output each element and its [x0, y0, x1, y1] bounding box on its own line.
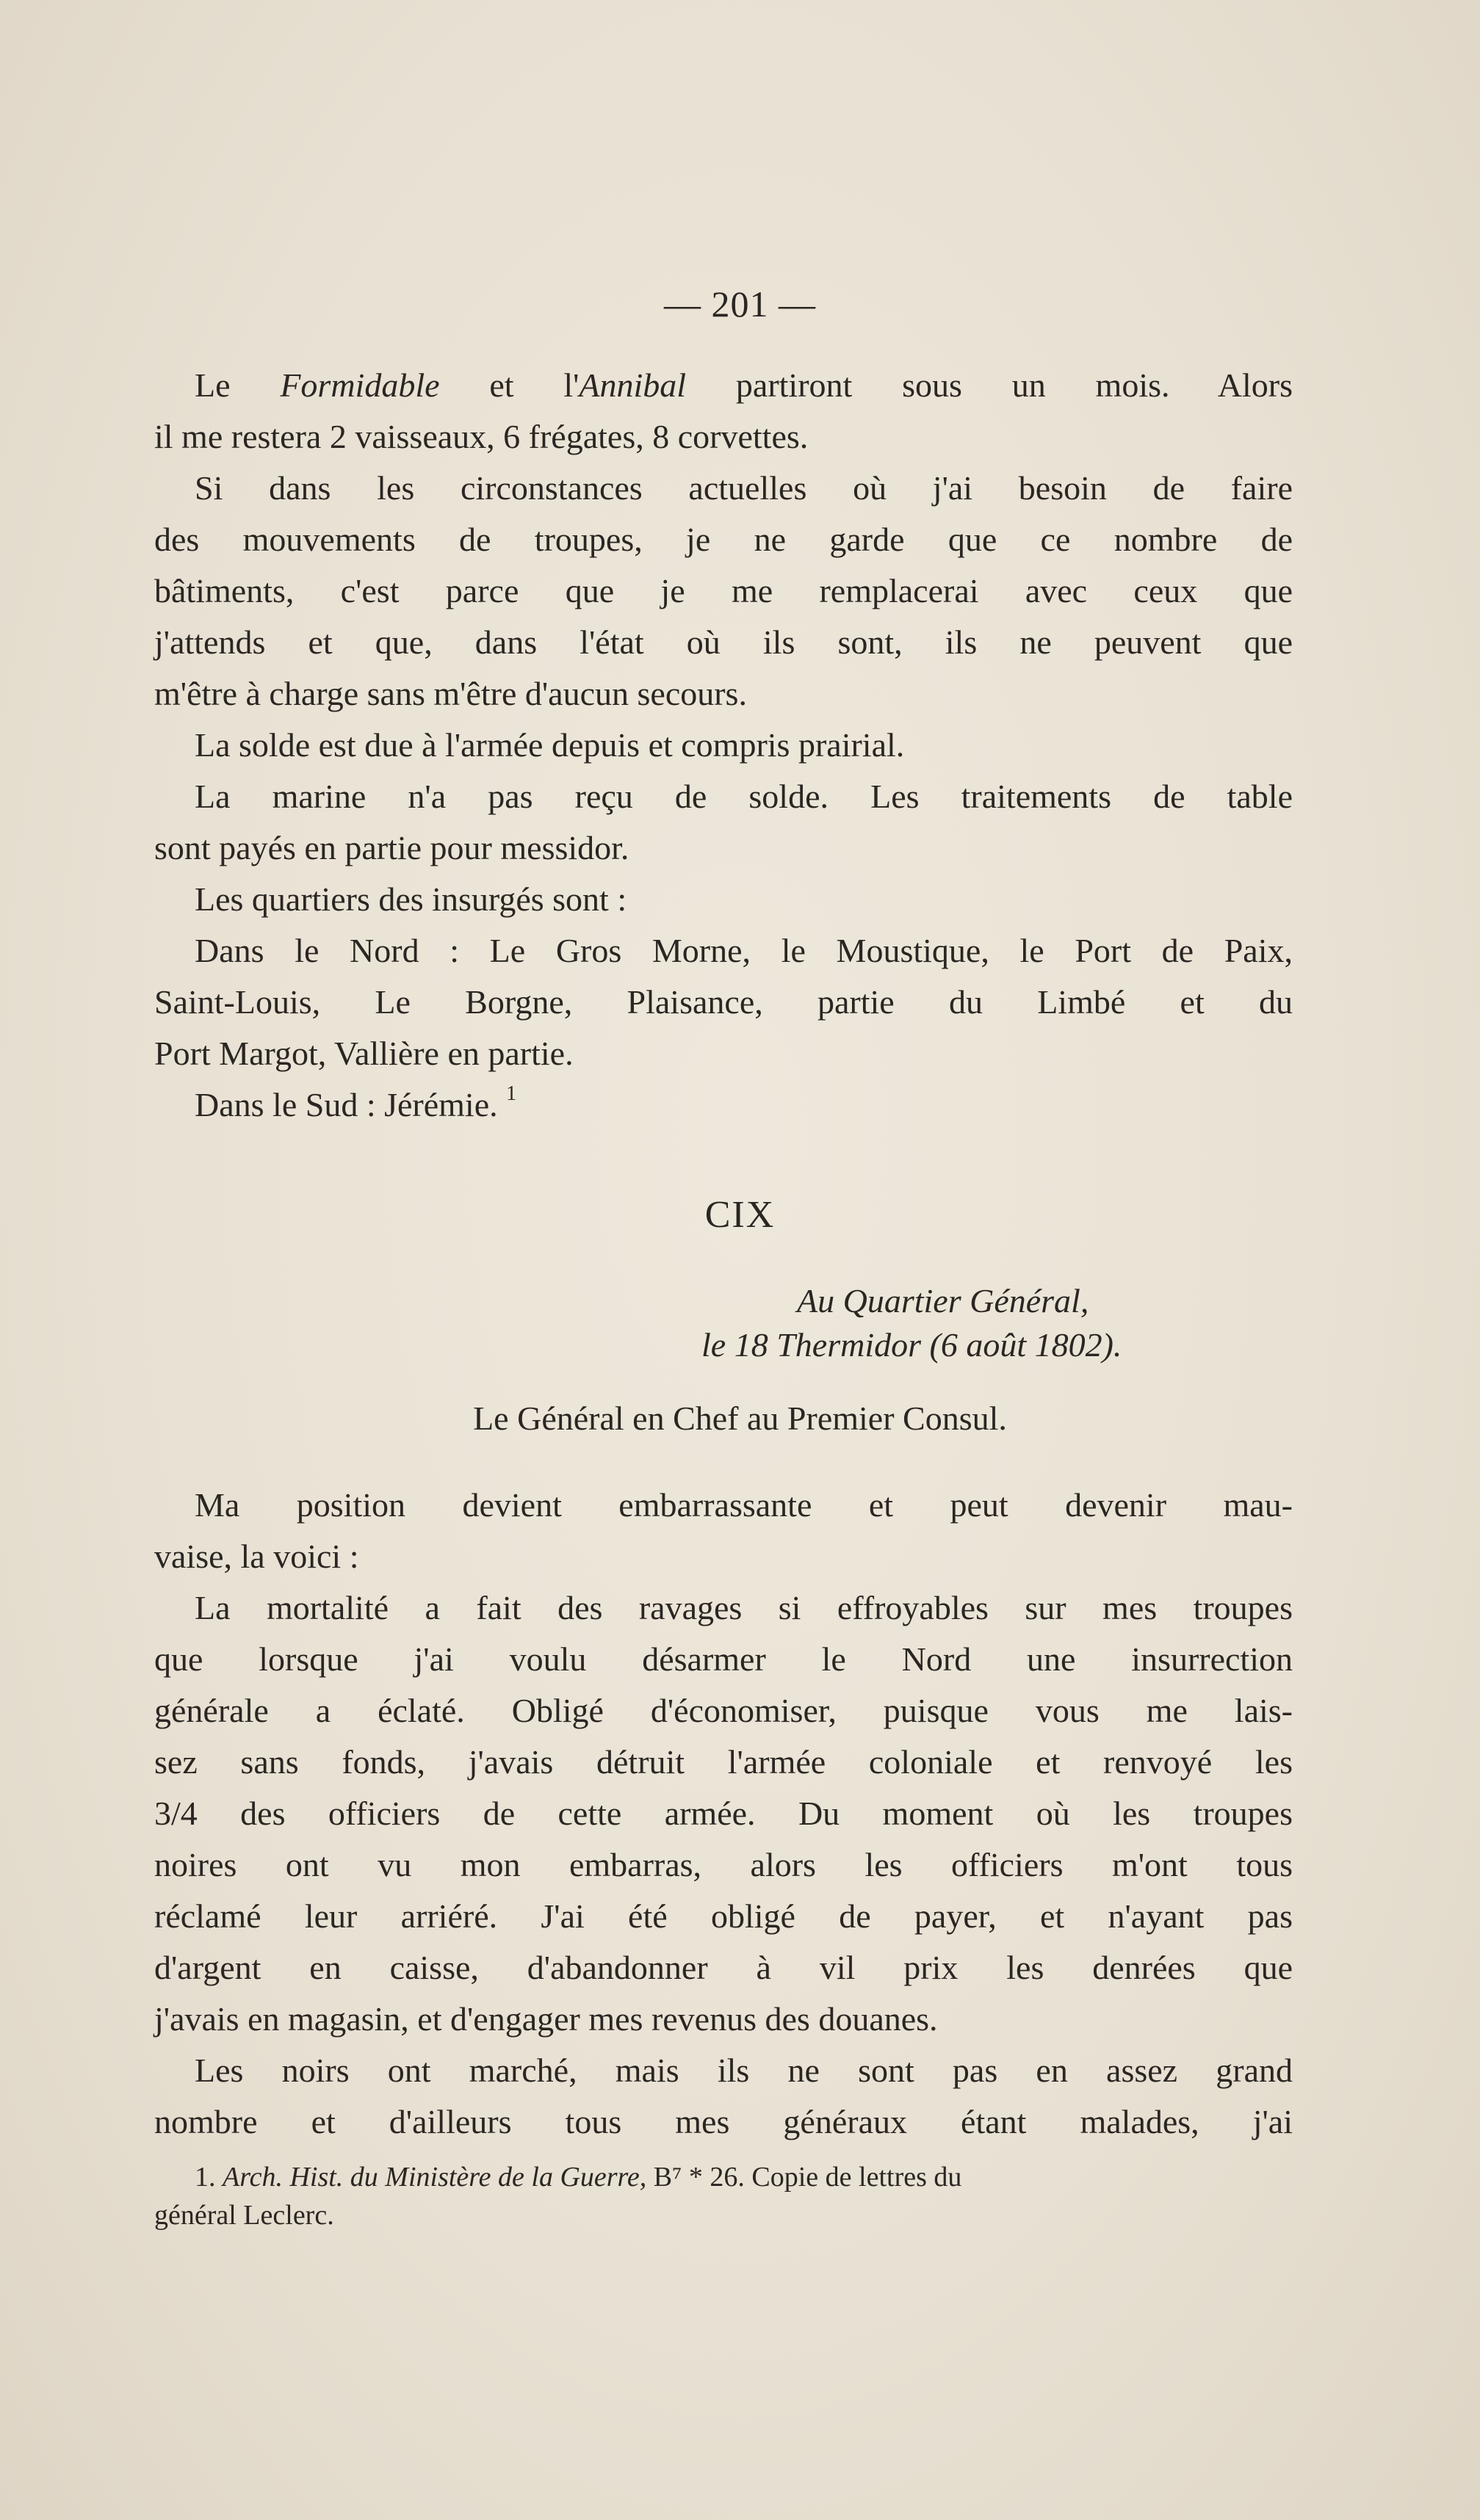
text-fragment: La mortalité a fait des ravages si effroyables sur mes troupes — [195, 1589, 1293, 1626]
text-fragment: il me restera 2 vaisseaux, 6 frégates, 8 corvettes. — [154, 418, 809, 455]
text-fragment: La solde est due à l'armée depuis et compris prairial. — [195, 726, 905, 764]
text-fragment: réclamé leur arriéré. J'ai été obligé de payer, et n'ayant pas — [154, 1897, 1293, 1935]
text-fragment: sont payés en partie pour messidor. — [154, 829, 629, 866]
text-line — [154, 1737, 1293, 1788]
text-line — [154, 411, 1293, 463]
text-line — [154, 565, 1293, 617]
letter-place: Au Quartier Général, — [797, 1282, 1089, 1319]
text-line — [154, 1891, 1293, 1942]
ship-name-annibal: Annibal — [579, 366, 687, 404]
text-line — [154, 514, 1293, 565]
text-fragment: Ma position devient embarrassante et peut devenir mau- — [195, 1486, 1293, 1524]
page-number: — 201 — — [664, 283, 816, 325]
text-fragment: d'argent en caisse, d'abandonner à vil prix les denrées que — [154, 1949, 1293, 1986]
text-line — [154, 771, 1293, 822]
text-line — [154, 1531, 1293, 1582]
letter-date: le 18 Thermidor (6 août 1802). — [701, 1326, 1122, 1364]
text-fragment: générale a éclaté. Obligé d'économiser, puisque vous me lais- — [154, 1692, 1293, 1729]
text-line — [154, 1788, 1293, 1839]
text-line — [154, 360, 1293, 411]
text-line — [154, 2045, 1293, 2096]
text-line — [154, 1685, 1293, 1737]
letter-number: CIX — [704, 1194, 776, 1236]
text-line — [154, 1079, 1293, 1131]
footnote-line — [154, 2159, 1293, 2195]
text-line — [154, 1028, 1293, 1079]
text-line — [154, 2096, 1293, 2148]
text-line — [154, 1942, 1293, 1994]
text-line — [154, 463, 1293, 514]
text-line — [154, 1994, 1293, 2045]
text-fragment: vaise, la voici : — [154, 1538, 359, 1575]
text-fragment: Dans le Sud : Jérémie. — [195, 1086, 498, 1123]
text-fragment: j'avais en magasin, et d'engager mes revenus des douanes. — [154, 2000, 938, 2038]
text-fragment: La marine n'a pas reçu de solde. Les traitements de table — [195, 778, 1293, 815]
text-line — [154, 925, 1293, 977]
text-line — [154, 822, 1293, 874]
footnote-number: 1. — [195, 2162, 216, 2193]
text-line — [154, 1839, 1293, 1891]
text-line — [154, 617, 1293, 668]
text-fragment: Saint-Louis, Le Borgne, Plaisance, partie du Limbé et du — [154, 983, 1293, 1021]
text-fragment: j'attends et que, dans l'état où ils sont, ils ne peuvent que — [154, 623, 1293, 661]
text-fragment: Dans le Nord : Le Gros Morne, le Moustique, le Port de Paix, — [195, 932, 1293, 969]
text-fragment: Si dans les circonstances actuelles où j'ai besoin de faire — [195, 469, 1293, 507]
text-fragment: sez sans fonds, j'avais détruit l'armée coloniale et renvoyé les — [154, 1743, 1293, 1781]
letter-salutation: Le Général en Chef au Premier Consul. — [473, 1400, 1007, 1437]
text-fragment: Le — [195, 366, 281, 404]
text-fragment: noires ont vu mon embarras, alors les officiers m'ont tous — [154, 1846, 1293, 1883]
ship-name-formidable: Formidable — [280, 366, 440, 404]
text-fragment: Les quartiers des insurgés sont : — [195, 880, 627, 918]
text-fragment: que lorsque j'ai voulu désarmer le Nord une insurrection — [154, 1640, 1293, 1678]
text-line — [154, 720, 1293, 771]
text-line — [154, 874, 1293, 925]
footnote-source: Arch. Hist. du Ministère de la Guerre, — [223, 2162, 647, 2193]
text-fragment: bâtiments, c'est parce que je me remplacerai avec ceux que — [154, 572, 1293, 609]
footnote-line — [154, 2197, 1293, 2234]
text-fragment: 3/4 des officiers de cette armée. Du moment où les troupes — [154, 1795, 1293, 1832]
text-fragment: et l' — [439, 366, 580, 404]
text-fragment: m'être à charge sans m'être d'aucun secours. — [154, 675, 747, 712]
text-fragment: Port Margot, Vallière en partie. — [154, 1035, 574, 1072]
text-line — [154, 1634, 1293, 1685]
text-fragment: des mouvements de troupes, je ne garde que ce nombre de — [154, 521, 1293, 558]
text-line — [154, 1480, 1293, 1531]
text-fragment: Les noirs ont marché, mais ils ne sont pas en assez grand — [195, 2052, 1293, 2089]
text-line — [154, 668, 1293, 720]
text-line — [154, 1582, 1293, 1634]
text-fragment: partiront sous un mois. Alors — [686, 366, 1293, 404]
text-line — [154, 977, 1293, 1028]
text-fragment: nombre et d'ailleurs tous mes généraux étant malades, j'ai — [154, 2103, 1293, 2140]
footnote-reference: 1 — [506, 1082, 517, 1105]
footnote-continuation: général Leclerc. — [154, 2200, 334, 2231]
footnote-reference-text: B⁷ * 26. Copie de lettres du — [653, 2162, 962, 2193]
